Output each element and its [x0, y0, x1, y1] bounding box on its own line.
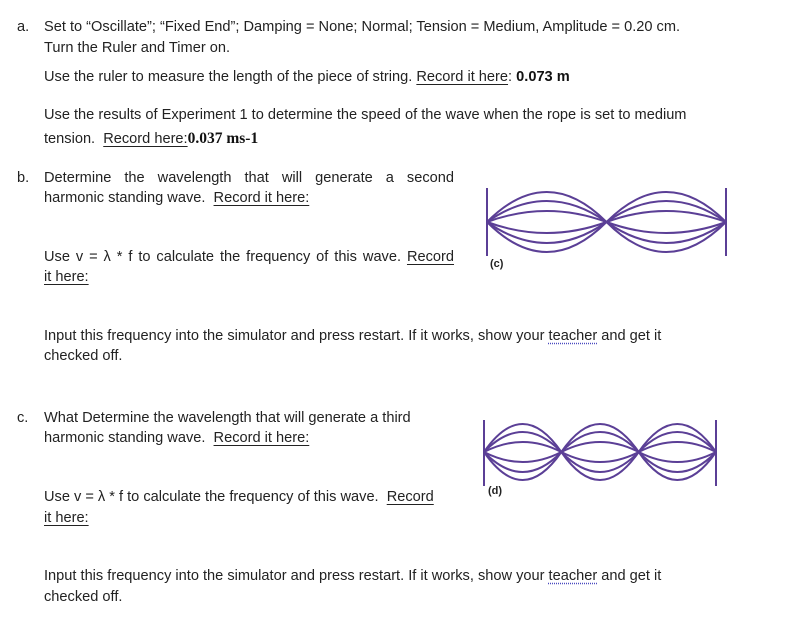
b-calc-line — [44, 247, 454, 267]
b-input-after: and get it — [601, 328, 662, 344]
c-calc-record: Record — [386, 489, 434, 505]
b-record-wavelength: Record it here: — [213, 190, 310, 206]
a-line1: Set to “Oscillate”; “Fixed End”; Damping = None; Normal; Tension = Medium, Amplitude = 0.20 cm. — [44, 19, 681, 35]
item-marker-c: c. — [17, 410, 29, 426]
c-record-wavelength: Record it here: — [213, 430, 310, 446]
c-line2-text: harmonic standing wave. — [44, 430, 206, 446]
c-calc-line — [44, 487, 434, 507]
a-ruler-text: Use the ruler to measure the length of the piece of string. — [44, 69, 413, 85]
b-calc-record2: it here: — [44, 269, 89, 285]
c-input-line2: checked off. — [44, 589, 123, 605]
wave-curve — [484, 432, 716, 472]
second-harmonic-figure — [482, 186, 732, 258]
c-calc-text: Use v = λ * f to calculate the frequency of this wave. — [44, 489, 379, 505]
b-calc-text: Use v = λ * f to calculate the frequency of this wave. — [44, 249, 402, 265]
c-input-teacher: teacher — [548, 568, 598, 584]
a-speed-line2 — [44, 129, 258, 149]
wave-curve — [487, 192, 726, 252]
b-line2-text: harmonic standing wave. — [44, 190, 206, 206]
b-input-before: Input this frequency into the simulator and press restart. If it works, show your — [44, 328, 545, 344]
c-line1: What Determine the wavelength that will generate a third — [44, 410, 411, 426]
wave-curve — [484, 442, 716, 462]
figure-label-d: (d) — [488, 485, 503, 497]
c-calc-record2: it here: — [44, 510, 89, 526]
a-speed-record: Record here: — [103, 131, 188, 147]
a-ruler-value: 0.073 m — [516, 69, 570, 85]
b-calc-record: Record — [406, 249, 455, 265]
a-speed-prefix: tension. — [44, 131, 96, 147]
c-input-before: Input this frequency into the simulator and press restart. If it works, show your — [44, 568, 545, 584]
figure-label-c: (c) — [490, 258, 504, 270]
third-harmonic-figure — [480, 418, 720, 488]
a-line2: Turn the Ruler and Timer on. — [44, 40, 231, 56]
b-input-teacher: teacher — [548, 328, 598, 344]
a-speed-line1: Use the results of Experiment 1 to determine the speed of the wave when the rope is set to medium — [44, 107, 687, 123]
c-input-after: and get it — [601, 568, 662, 584]
wave-curve — [484, 432, 716, 472]
c-line2 — [44, 428, 309, 448]
b-input-line2: checked off. — [44, 348, 123, 364]
b-input-line1 — [44, 326, 661, 346]
b-line1: Determine the wavelength that will generate a second — [44, 170, 454, 186]
a-ruler-record-link: Record it here — [416, 69, 509, 85]
b-line2 — [44, 188, 309, 208]
item-marker-b: b. — [17, 170, 30, 186]
a-speed-value: 0.037 ms-1 — [187, 130, 259, 147]
item-marker-a: a. — [17, 19, 30, 35]
c-input-line1 — [44, 566, 661, 586]
wave-curve — [484, 442, 716, 462]
a-ruler-line: Use the ruler to measure the length of the piece of string. Record it here: 0.073 m — [44, 69, 570, 85]
